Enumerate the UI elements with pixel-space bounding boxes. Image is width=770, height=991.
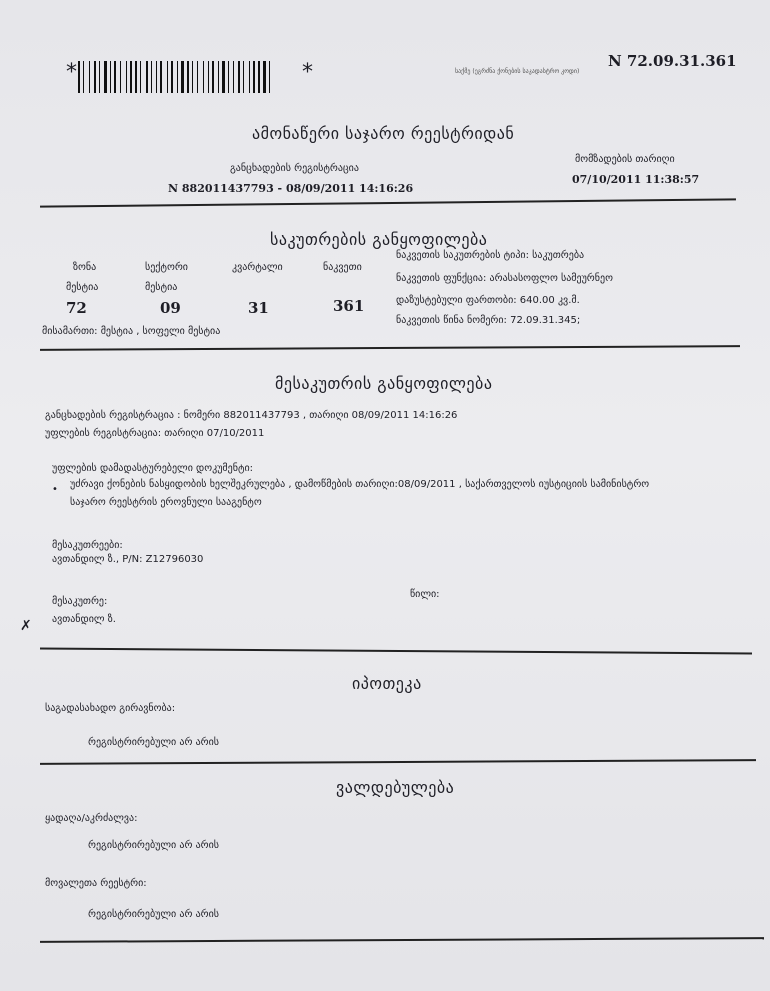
barcode-bar [197,61,198,93]
barcode-bar [258,61,260,93]
barcode-bar [253,61,255,93]
barcode-bar [169,61,170,93]
barcode-bar [241,61,242,93]
barcode-bar [220,61,221,93]
barcode-bar [267,61,268,93]
zone-sub: მესტია [66,282,99,293]
barcode-bar [208,61,209,93]
barcode-bar [235,61,237,93]
barcode-bar [261,61,262,93]
owner-label: მესაკუთრე: [52,596,108,607]
owner-section-heading: მესაკუთრის განყოფილება [275,374,493,393]
barcode-bar [226,61,227,93]
barcode-bar [122,61,125,93]
debtor-registry-label: მოვალეთა რეესტრი: [45,878,147,889]
parcel-area: დაზუსტებული ფართობი: 640.00 კვ.მ. [396,295,580,306]
barcode-bar [163,61,166,93]
barcode-bar [151,61,152,93]
barcode-bar [81,61,82,93]
ownership-type: ნაკვეთის საკუთრების ტიპი: საკუთრება [396,250,585,261]
zone-value: 72 [66,299,87,317]
barcode-bar [167,61,168,93]
barcode-bar [114,61,116,93]
barcode-bar [135,61,137,93]
barcode-bar [218,61,219,93]
barcode-bar [101,61,103,93]
sector-value: 09 [160,299,181,317]
previous-number: ნაკვეთის წინა ნომერი: 72.09.31.345; [396,315,581,326]
mortgage-section-heading: იპოთეკა [352,674,422,693]
barcode-bar [126,61,127,93]
barcode-bar [185,61,186,93]
barcode-bar [271,61,273,93]
zone-label: ზონა [73,262,97,273]
barcode-bar [205,61,207,93]
divider [40,937,764,943]
barcode-bar [233,61,234,93]
barcode-bar [194,61,196,93]
barcode-bar [112,61,113,93]
prepared-label: მომზადების თარიღი [575,154,675,165]
bullet: • [52,484,58,495]
cadastral-code: N 72.09.31.361 [608,52,737,70]
address: მისამართი: მესტია , სოფელი მესტია [42,326,221,337]
barcode-bar [149,61,150,93]
owner-registration-line: განცხადების რეგისტრაცია : ნომერი 882011437793 , თარიღი 08/09/2011 14:16:26 [45,410,458,421]
owners-label: მესაკუთრეები: [52,540,123,551]
barcode-bar [89,61,90,93]
sector-sub: მესტია [145,282,178,293]
barcode-bar [156,61,157,93]
sector-label: სექტორი [145,262,188,273]
barcode-bar [117,61,119,93]
quarter-label: კვარტალი [232,262,283,273]
barcode-bar [249,61,250,93]
barcode-bar [160,61,162,93]
barcode-bar [85,61,88,93]
registration-label: განცხადების რეგისტრაცია [230,163,359,174]
barcode-bar [177,61,178,93]
barcode-bar [146,61,148,93]
barcode-bar [130,61,132,93]
barcode-bar [181,61,184,93]
document-item: უძრავი ქონების ნასყიდობის ხელშეკრულება , დამოწმების თარიღი:08/09/2011 , საქართველოს იუსტიციის სამინისტრო საჯარო რეესტრის ეროვნული სააგენტო [70,479,650,508]
barcode-bar [256,61,257,93]
divider [40,198,736,207]
barcode-bar [238,61,240,93]
barcode-bar [110,61,111,93]
barcode-bar [133,61,134,93]
barcode-bar [120,61,121,93]
barcode-bar [142,61,145,93]
barcode-bar [83,61,84,93]
debtor-registry-value: რეგისტრირებული არ არის [88,909,220,920]
documents-label: უფლების დამადასტურებელი დოკუმენტი: [52,463,254,474]
barcode-bar [203,61,204,93]
barcode-bar [190,61,191,93]
divider [40,759,756,765]
tax-lien-value: რეგისტრირებული არ არის [88,737,220,748]
property-section-heading: საკუთრების განყოფილება [270,230,488,249]
divider [40,648,752,655]
owner-value: ავთანდილ ზ. [52,614,116,625]
barcode-bar [179,61,180,93]
margin-mark: ✗ [20,618,32,634]
barcode-bar [171,61,173,93]
barcode-bar [212,61,214,93]
seizure-value: რეგისტრირებული არ არის [88,840,220,851]
tax-lien-label: საგადასახადო გირავნობა: [45,703,176,714]
barcode-bar [245,61,248,93]
barcode-bar [140,61,141,93]
barcode-bar [104,61,107,93]
barcode-bar [128,61,129,93]
parcel-value: 361 [333,297,365,315]
fine-print: საქმე (ეგრძნა ქონების საკადასტრო კოდი) [455,68,580,75]
barcode-bar [230,61,232,93]
obligations-section-heading: ვალდებულება [336,778,455,797]
barcode-bar [78,61,80,93]
parcel-function: ნაკვეთის ფუნქცია: არასასოფლო სამეურნეო [396,273,613,284]
barcode-bar [199,61,202,93]
quarter-value: 31 [248,299,269,317]
barcode-bar [174,61,176,93]
barcode-bar [215,61,217,93]
divider [40,345,740,351]
owners-value: ავთანდილ ზ., P/N: Z12796030 [52,554,204,565]
barcode-bar [91,61,93,93]
barcode-bar [158,61,159,93]
barcode-bar [99,61,100,93]
prepared-value: 07/10/2011 11:38:57 [572,173,700,186]
barcode-bar [269,61,270,93]
barcode-right-mark: * [302,60,313,85]
barcode-bar [108,61,109,93]
parcel-label: ნაკვეთი [323,262,362,273]
barcode-bar [138,61,139,93]
barcode-bar [263,61,266,93]
barcode-left-mark: * [66,60,77,85]
barcode-bar [228,61,229,93]
barcode-bar [153,61,155,93]
barcode-bar [222,61,225,93]
barcode-bar [94,61,96,93]
barcode-bar [251,61,252,93]
share-label: წილი: [410,589,440,600]
barcode-bar [187,61,189,93]
barcode-bar [243,61,244,93]
barcode-bar [192,61,193,93]
registration-value: N 882011437793 - 08/09/2011 14:16:26 [168,182,414,195]
seizure-label: ყადაღა/აკრძალვა: [45,813,138,824]
page-title: ამონაწერი საჯარო რეესტრიდან [252,124,515,143]
rights-registration-line: უფლების რეგისტრაცია: თარიღი 07/10/2011 [45,428,265,439]
barcode-bar [97,61,98,93]
barcode-bar [210,61,211,93]
barcode [78,61,296,93]
